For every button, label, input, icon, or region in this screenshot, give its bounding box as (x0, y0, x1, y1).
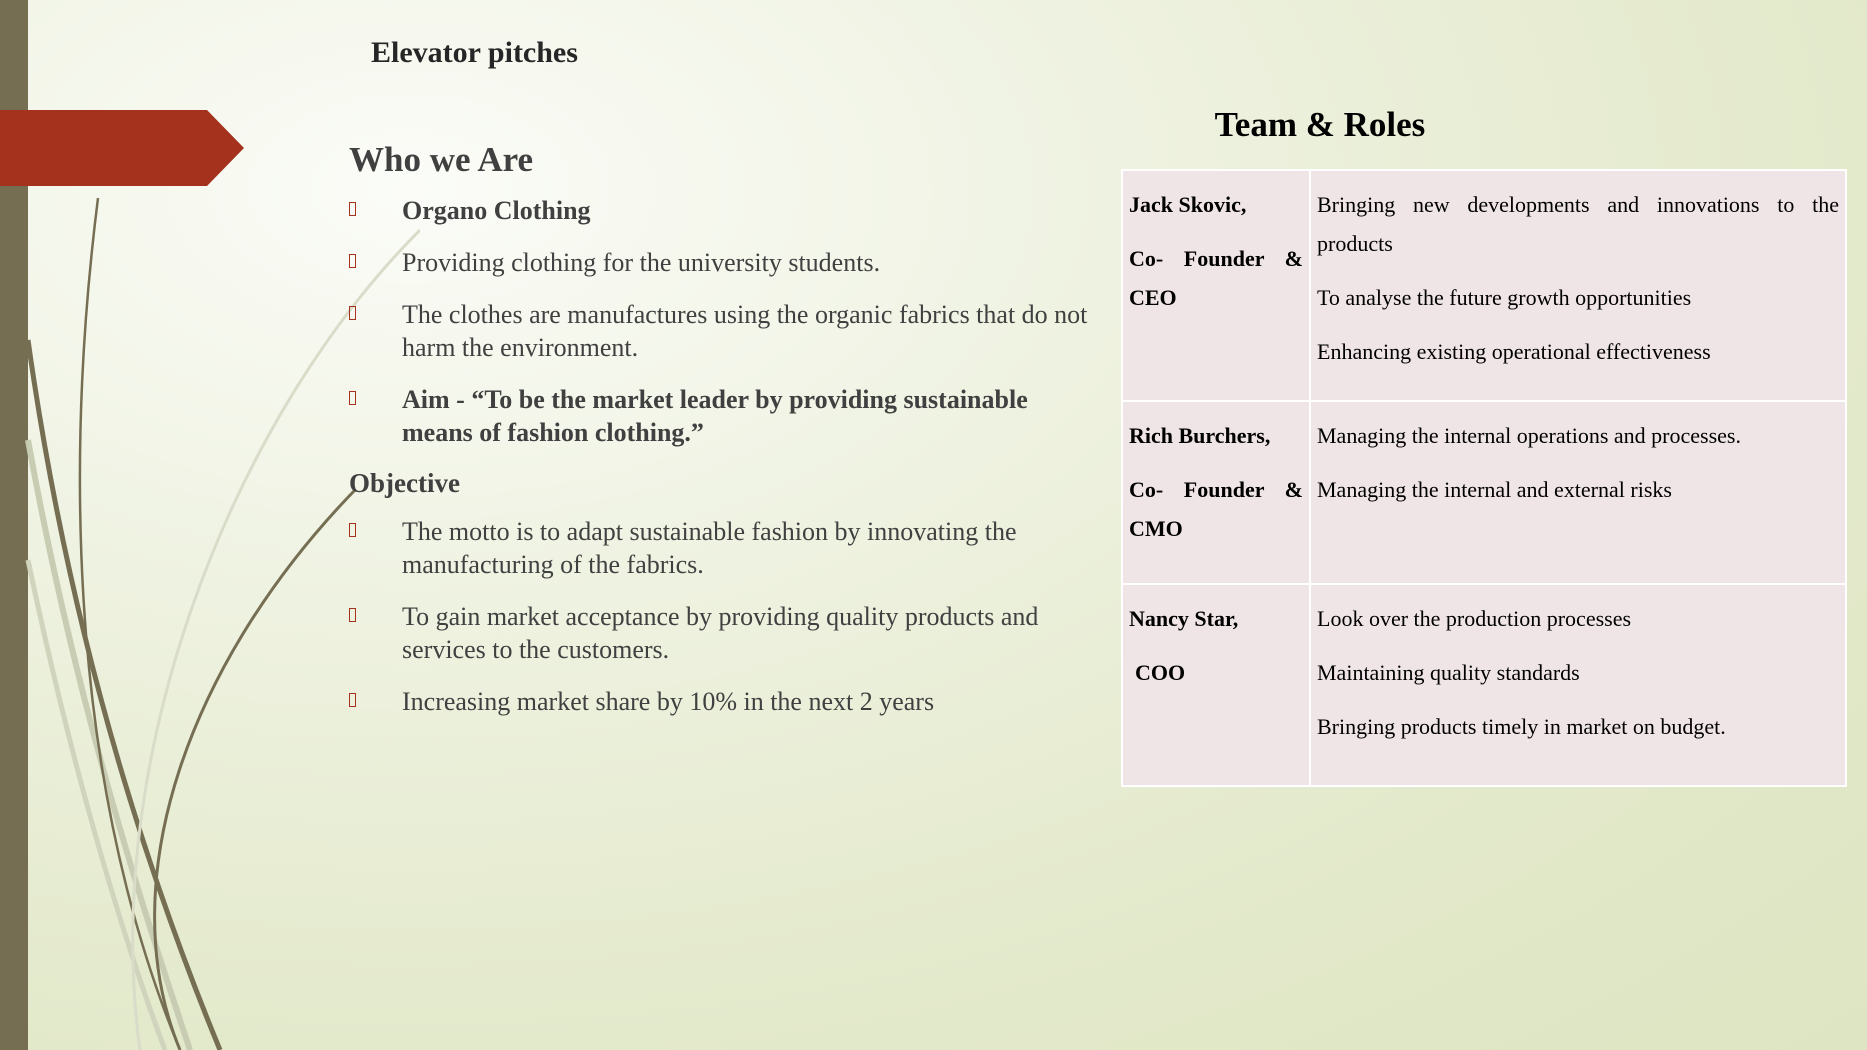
who-we-are-heading: Who we Are (349, 140, 534, 179)
duty-text: To analyse the future growth opportunities (1317, 285, 1692, 310)
list-item (349, 383, 1094, 449)
duty-text: Enhancing existing operational effectiveness (1317, 339, 1711, 364)
list-item (349, 600, 1094, 666)
team-roles-table (1121, 169, 1847, 787)
grass-curve-4 (80, 198, 180, 1050)
list-item (349, 246, 1094, 279)
grass-curve-2 (28, 440, 190, 1050)
member-role: COO (1135, 660, 1186, 685)
list-item (349, 298, 1094, 364)
member-name: Jack Skovic, (1129, 192, 1247, 217)
duty-text: Look over the production processes (1317, 606, 1632, 631)
bullet-icon (349, 391, 356, 405)
member-name-cell (1122, 584, 1310, 786)
member-duties-cell (1310, 170, 1846, 401)
table-row (1122, 401, 1846, 584)
bullet-icon (349, 202, 356, 216)
member-name-cell (1122, 170, 1310, 401)
table-row (1122, 584, 1846, 786)
member-name-cell (1122, 401, 1310, 584)
member-name: Nancy Star, (1129, 606, 1239, 631)
member-role: Co- Founder & CEO (1129, 246, 1303, 310)
member-duties-cell (1310, 584, 1846, 786)
list-item-text: Increasing market share by 10% in the next 2 years (402, 687, 935, 716)
bullet-icon (349, 254, 356, 268)
list-item (349, 194, 1094, 227)
duty-text: Bringing products timely in market on budget. (1317, 714, 1726, 739)
duty-text: Maintaining quality standards (1317, 660, 1580, 685)
member-role: Co- Founder & CMO (1129, 477, 1303, 541)
who-we-are-section (349, 140, 1094, 737)
red-arrow-banner (0, 110, 244, 186)
duty-text: Managing the internal operations and processes. (1317, 423, 1741, 448)
duty-text: Bringing new developments and innovations to the products (1317, 192, 1839, 256)
list-item-text: The motto is to adapt sustainable fashion by innovating the manufacturing of the fabrics. (402, 517, 1017, 579)
objective-list (349, 515, 1094, 718)
list-item-text: Aim - “To be the market leader by providing sustainable means of fashion clothing.” (402, 385, 1028, 447)
member-duties-cell (1310, 401, 1846, 584)
table-row (1122, 170, 1846, 401)
list-item-text: The clothes are manufactures using the organic fabrics that do not harm the environment. (402, 300, 1088, 362)
list-item-text: Organo Clothing (402, 196, 591, 225)
bullet-icon (349, 523, 356, 537)
bullet-icon (349, 693, 356, 707)
bullet-icon (349, 306, 356, 320)
list-item-text: To gain market acceptance by providing quality products and services to the customers. (402, 602, 1039, 664)
team-roles-title: Team & Roles (1214, 105, 1426, 144)
list-item (349, 685, 1094, 718)
objective-heading: Objective (349, 468, 460, 498)
member-name: Rich Burchers, (1129, 423, 1271, 448)
slide-title: Elevator pitches (371, 36, 578, 69)
bullet-icon (349, 608, 356, 622)
list-item (349, 515, 1094, 581)
who-we-are-list (349, 194, 1094, 449)
list-item-text: Providing clothing for the university students. (402, 248, 881, 277)
duty-text: Managing the internal and external risks (1317, 477, 1672, 502)
